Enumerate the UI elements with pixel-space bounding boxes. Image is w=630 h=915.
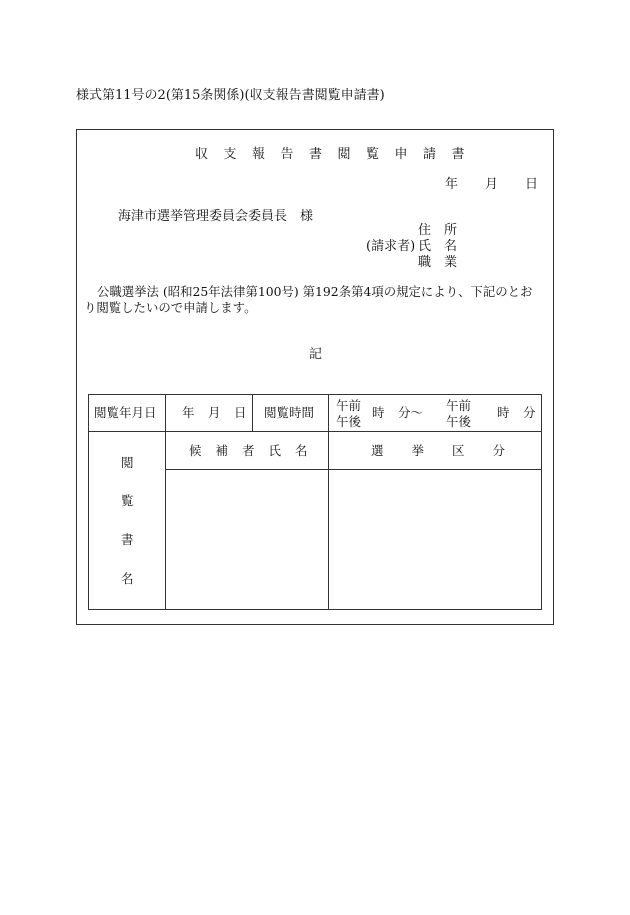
viewing-date-day: 日 bbox=[234, 405, 247, 420]
applicant-occupation-label: 職 業 bbox=[418, 255, 458, 270]
ki-mark: 記 bbox=[309, 347, 323, 362]
date-day-label: 日 bbox=[525, 177, 539, 192]
time-to-pm: 午後 bbox=[446, 414, 472, 429]
body-text-line-2: り閲覧したいので申請します。 bbox=[84, 300, 257, 315]
viewing-date-month: 月 bbox=[208, 405, 221, 420]
table-col-divider-1 bbox=[165, 394, 166, 610]
table-col-divider-2 bbox=[252, 394, 253, 432]
viewing-date-label: 閲覧年月日 bbox=[94, 405, 157, 420]
date-year-label: 年 bbox=[445, 177, 459, 192]
applicant-name-label: 氏 名 bbox=[418, 239, 458, 254]
time-to-am: 午前 bbox=[446, 398, 472, 413]
doc-name-label-char-3: 書 bbox=[121, 532, 134, 547]
addressee: 海津市選挙管理委員会委員長 様 bbox=[118, 209, 314, 224]
time-from-minute: 分〜 bbox=[398, 405, 424, 420]
doc-name-label-char-1: 閲 bbox=[121, 455, 134, 470]
form-title: 収支報告書閲覧申請書 bbox=[195, 147, 481, 162]
doc-name-label-char-4: 名 bbox=[121, 571, 134, 586]
applicant-prefix: (請求者) bbox=[366, 239, 416, 254]
time-from-hour: 時 bbox=[372, 405, 385, 420]
election-district-header: 選挙区分 bbox=[371, 443, 534, 458]
table-row-divider bbox=[88, 431, 542, 432]
time-from-am: 午前 bbox=[336, 398, 362, 413]
time-from-pm: 午後 bbox=[336, 414, 362, 429]
applicant-address-label: 住 所 bbox=[418, 223, 458, 238]
time-to-hour: 時 bbox=[497, 405, 510, 420]
date-line bbox=[0, 178, 630, 192]
time-to-minute: 分 bbox=[523, 405, 536, 420]
body-text-line-1: 公職選挙法 (昭和25年法律第100号) 第192条第4項の規定により、下記のとお bbox=[97, 284, 533, 299]
table-header-divider bbox=[165, 469, 542, 470]
date-month-label: 月 bbox=[485, 177, 499, 192]
viewing-table bbox=[88, 394, 542, 610]
form-label: 様式第11号の2(第15条関係)(収支報告書閲覧申請書) bbox=[76, 88, 385, 103]
viewing-time-label: 閲覧時間 bbox=[264, 405, 315, 420]
viewing-date-year: 年 bbox=[182, 405, 195, 420]
table-col-divider-3 bbox=[328, 394, 329, 610]
doc-name-label-char-2: 覧 bbox=[121, 493, 134, 508]
candidate-name-header: 候補者氏名 bbox=[189, 443, 322, 458]
